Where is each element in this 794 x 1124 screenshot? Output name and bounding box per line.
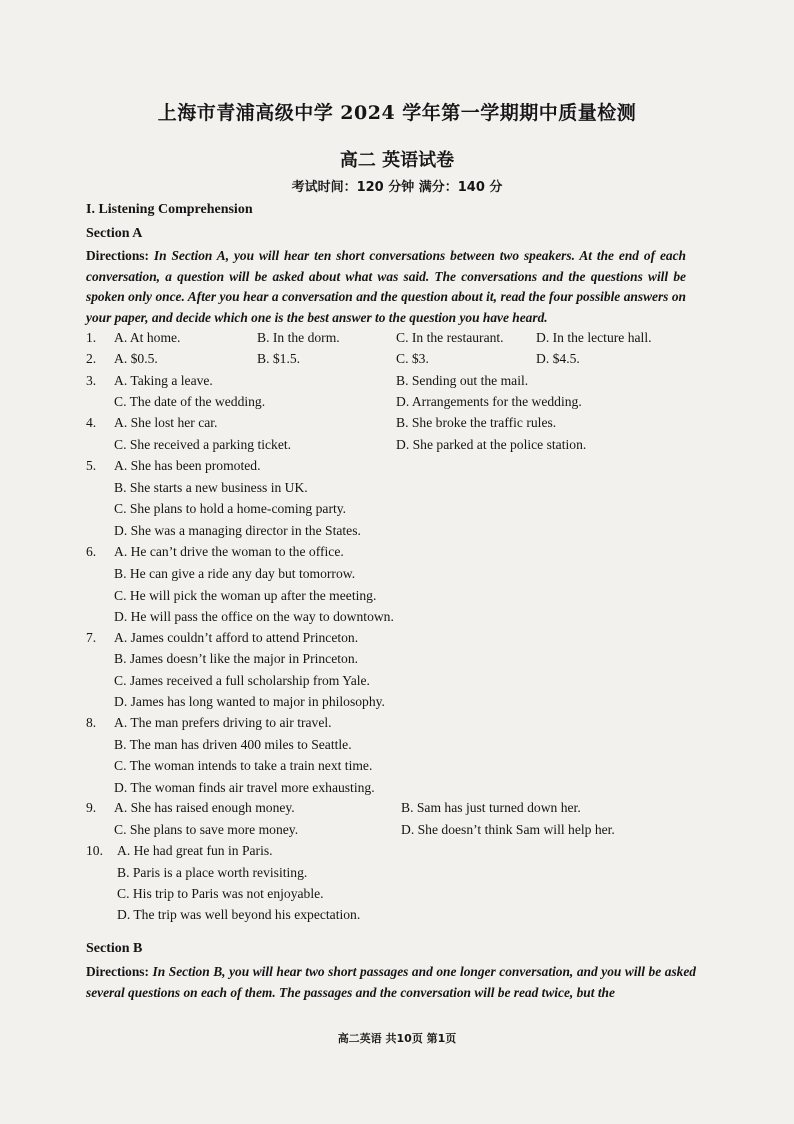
question-number: 9. (86, 800, 97, 815)
option-c: C. In the restaurant. (396, 330, 504, 345)
option-b: B. Paris is a place worth revisiting. (117, 865, 308, 880)
option-d: D. He will pass the office on the way to downtown. (114, 609, 394, 624)
option-b: B. $1.5. (257, 351, 301, 366)
option-a: A. At home. (114, 330, 181, 345)
option-d: D. The trip was well beyond his expectation. (117, 907, 361, 922)
option-a: A. Taking a leave. (114, 373, 213, 388)
option-c: C. The date of the wedding. (114, 394, 266, 409)
option-c: C. His trip to Paris was not enjoyable. (117, 886, 324, 901)
part-heading: I. Listening Comprehension (86, 202, 253, 217)
question-number: 6. (86, 544, 97, 559)
option-d: D. She was a managing director in the States. (114, 523, 361, 538)
option-d: D. In the lecture hall. (536, 330, 652, 345)
option-c: C. The woman intends to take a train next time. (114, 758, 373, 773)
section-b-heading: Section B (86, 941, 143, 956)
question-number: 2. (86, 351, 97, 366)
option-b: B. In the dorm. (257, 330, 340, 345)
option-c: C. James received a full scholarship from Yale. (114, 673, 370, 688)
option-b: B. Sending out the mail. (396, 373, 529, 388)
option-a: A. The man prefers driving to air travel. (114, 715, 332, 730)
option-d: D. James has long wanted to major in philosophy. (114, 694, 385, 709)
question-number: 3. (86, 373, 97, 388)
option-a: A. $0.5. (114, 351, 158, 366)
option-a: A. She lost her car. (114, 415, 218, 430)
question-number: 8. (86, 715, 97, 730)
directions-label: Directions: (86, 964, 149, 979)
directions-text: In Section A, you will hear ten short conversations between two speakers. At the end of each conversation, a question will be asked about what was said. The conversations and the questions will be spoken only once. After you hear a conversation and the question about it, read the four possible answers on your paper, and decide which one is the best answer to the question you have heard. (86, 248, 686, 325)
option-a: A. She has raised enough money. (114, 800, 295, 815)
option-d: D. She doesn’t think Sam will help her. (401, 822, 615, 837)
option-a: A. He can’t drive the woman to the office. (114, 544, 344, 559)
option-b: B. The man has driven 400 miles to Seattle. (114, 737, 352, 752)
option-c: C. He will pick the woman up after the meeting. (114, 588, 377, 603)
option-a: A. James couldn’t afford to attend Princeton. (114, 630, 359, 645)
option-c: C. She plans to save more money. (114, 822, 299, 837)
option-c: C. She plans to hold a home-coming party. (114, 501, 347, 516)
exam-info: 考试时间：120 分钟 满分：140 分 (291, 180, 503, 195)
option-c: C. $3. (396, 351, 429, 366)
option-a: A. She has been promoted. (114, 458, 261, 473)
page-footer: 高二英语 共10页 第1页 (337, 1032, 457, 1045)
section-a-heading: Section A (86, 226, 143, 241)
question-number: 4. (86, 415, 97, 430)
option-d: D. $4.5. (536, 351, 580, 366)
directions-text: In Section B, you will hear two short passages and one longer conversation, and you will be asked several questions on each of them. The passages and the conversation will be read twice, but the (86, 964, 696, 1000)
question-number: 10. (86, 843, 103, 858)
question-number: 5. (86, 458, 97, 473)
directions-label: Directions: (86, 248, 149, 263)
exam-subtitle: 高二 英语试卷 (339, 150, 455, 171)
option-a: A. He had great fun in Paris. (117, 843, 273, 858)
option-d: D. The woman finds air travel more exhausting. (114, 780, 375, 795)
option-b: B. She starts a new business in UK. (114, 480, 308, 495)
option-b: B. Sam has just turned down her. (401, 800, 581, 815)
option-d: D. She parked at the police station. (396, 437, 587, 452)
exam-title: 上海市青浦高级中学 2024 学年第一学期期中质量检测 (157, 102, 637, 124)
question-number: 1. (86, 330, 97, 345)
section-b-directions (86, 962, 696, 1003)
question-number: 7. (86, 630, 97, 645)
option-b: B. She broke the traffic rules. (396, 415, 557, 430)
option-b: B. He can give a ride any day but tomorrow. (114, 566, 356, 581)
option-b: B. James doesn’t like the major in Princeton. (114, 651, 359, 666)
section-a-directions (86, 246, 686, 328)
option-c: C. She received a parking ticket. (114, 437, 292, 452)
option-d: D. Arrangements for the wedding. (396, 394, 582, 409)
